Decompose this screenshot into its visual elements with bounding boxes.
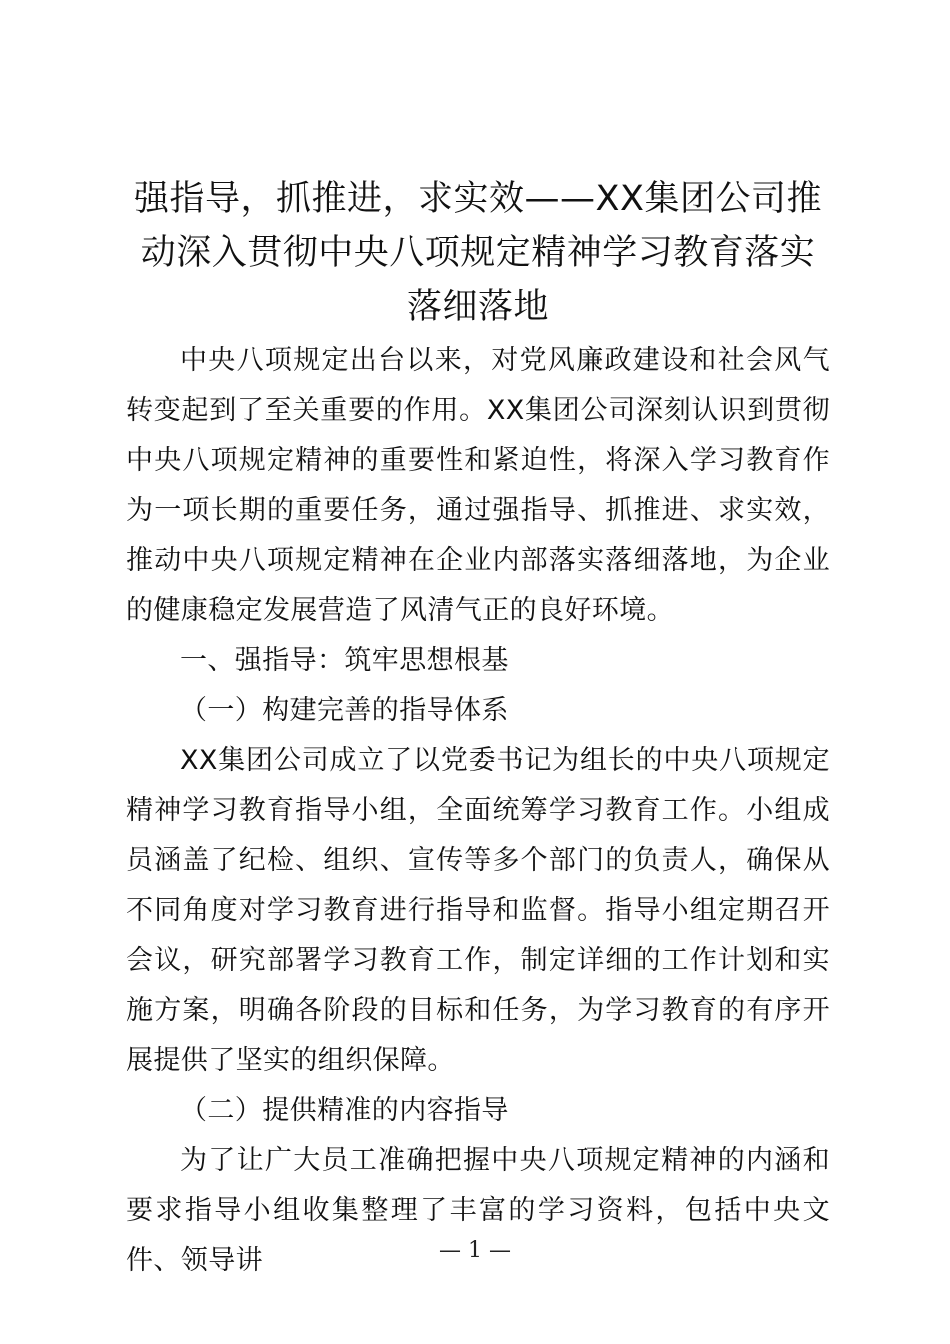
document-title: 强指导，抓推进，求实效——XX集团公司推动深入贯彻中央八项规定精神学习教育落实落细落地 (134, 179, 822, 327)
subsection-heading-2: （二）提供精准的内容指导 (180, 1095, 509, 1126)
subsection-heading-1: （一）构建完善的指导体系 (180, 695, 509, 726)
body-paragraph-2: 为了让广大员工准确把握中央八项规定精神的内涵和要求指导小组收集整理了丰富的学习资料，包括中央文件、领导讲 (126, 1145, 830, 1276)
section-heading-1: 一、强指导：筑牢思想根基 (180, 645, 509, 676)
page-number: — 1 — (439, 1238, 511, 1263)
document-body (126, 172, 830, 1286)
intro-paragraph: 中央八项规定出台以来，对党风廉政建设和社会风气转变起到了至关重要的作用。XX集团公司深刻认识到贯彻中央八项规定精神的重要性和紧迫性，将深入学习教育作为一项长期的重要任务，通过强指导、抓推进、求实效，推动中央八项规定精神在企业内部落实落细落地，为企业的健康稳定发展营造了风清气正的良好环境。 (126, 345, 830, 626)
body-paragraph-1: XX集团公司成立了以党委书记为组长的中央八项规定精神学习教育指导小组，全面统筹学习教育工作。小组成员涵盖了纪检、组织、宣传等多个部门的负责人，确保从不同角度对学习教育进行指导和监督。指导小组定期召开会议，研究部署学习教育工作，制定详细的工作计划和实施方案，明确各阶段的目标和任务，为学习教育的有序开展提供了坚实的组织保障。 (126, 745, 830, 1076)
